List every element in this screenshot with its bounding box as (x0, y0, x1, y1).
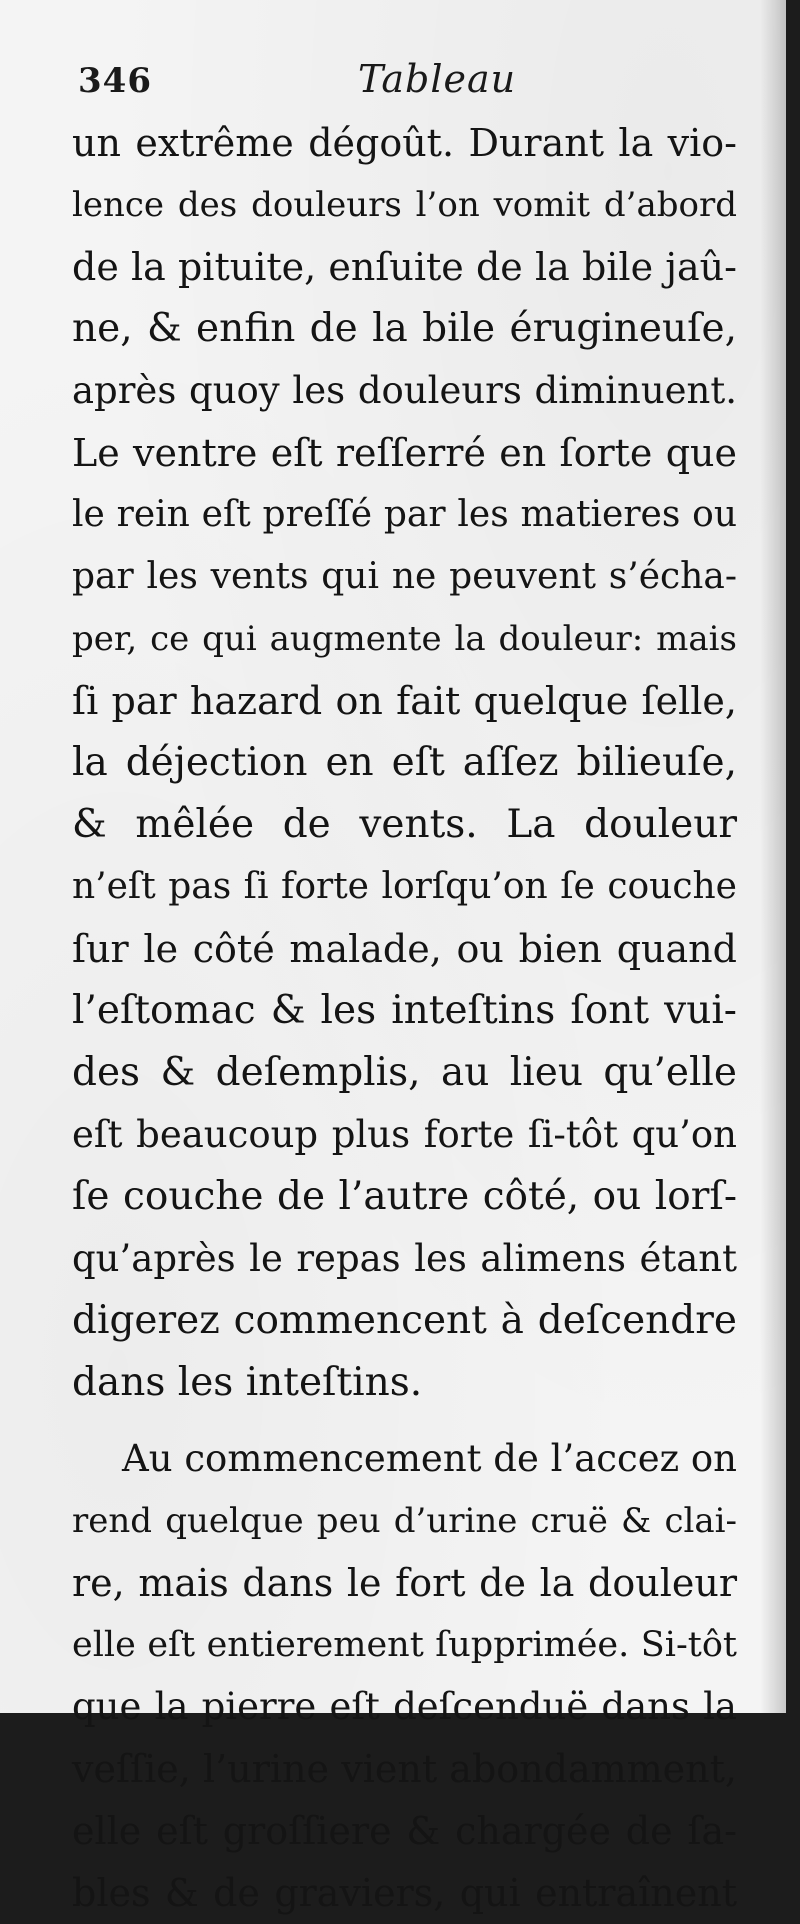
paragraph-1 (72, 112, 737, 1414)
body-text (72, 112, 737, 1924)
text-line: le rein eſt preſſé par les matieres ou (72, 494, 737, 535)
paragraph-gap (72, 1414, 737, 1428)
text-line: & mêlée de vents. La douleur (72, 802, 737, 847)
text-line: rend quelque peu d’urine cruë & clai- (72, 1501, 737, 1541)
text-line: Le ventre eſt reſſerré en ſorte que (72, 431, 737, 475)
text-line: un extrême dégoût. Durant la vio- (72, 121, 737, 165)
text-line: Au commencement de l’accez on (122, 1437, 737, 1480)
text-line: eſt beaucoup plus forte ſi-tôt qu’on (72, 1113, 737, 1156)
text-line: ſi par hazard on fait quelque ſelle, (72, 679, 737, 723)
text-line: des & deſemplis, au lieu qu’elle (72, 1050, 737, 1095)
text-line: elle eſt entierement ſupprimée. Si-tôt (72, 1625, 737, 1665)
gutter-shadow (760, 0, 786, 1713)
text-line: de la pituite, enſuite de la bile jaû- (72, 245, 737, 289)
text-line: ſur le côté malade, ou bien quand (72, 927, 737, 971)
page-number: 346 (78, 61, 152, 101)
running-head (78, 55, 728, 115)
text-line: la déjection en eſt aſſez bilieuſe, (72, 740, 737, 785)
text-line: lence des douleurs l’on vomit d’abord (72, 185, 737, 225)
text-line: dans les inteſtins. (72, 1360, 423, 1405)
text-line: après quoy les douleurs diminuent. (72, 369, 737, 412)
text-line: qu’après le repas les alimens étant (72, 1237, 737, 1280)
text-line: n’eſt pas ſi forte lorſqu’on ſe couche (72, 866, 737, 907)
paragraph-2 (72, 1428, 737, 1924)
text-line: par les vents qui ne peuvent s’écha- (72, 556, 737, 597)
text-line: bles & de graviers, qui entraînent (72, 1871, 737, 1915)
text-line: elle eſt groſſiere & chargée de ſa- (72, 1809, 737, 1853)
text-line: que la pierre eſt deſcenduë dans la (72, 1685, 737, 1728)
text-line: re, mais dans le fort de la douleur (72, 1561, 737, 1605)
text-line: l’eſtomac & les inteſtins ſont vui- (72, 988, 737, 1033)
text-line: veſſie, l’urine vient abondamment, (72, 1747, 737, 1791)
running-title: Tableau (358, 57, 517, 101)
text-line: ne, & enfin de la bile érugineuſe, (72, 306, 737, 351)
text-line: ſe couche de l’autre côté, ou lorſ- (72, 1174, 737, 1219)
text-line: digerez commencent à deſcendre (72, 1298, 737, 1343)
text-line: per, ce qui augmente la douleur: mais (72, 619, 737, 659)
